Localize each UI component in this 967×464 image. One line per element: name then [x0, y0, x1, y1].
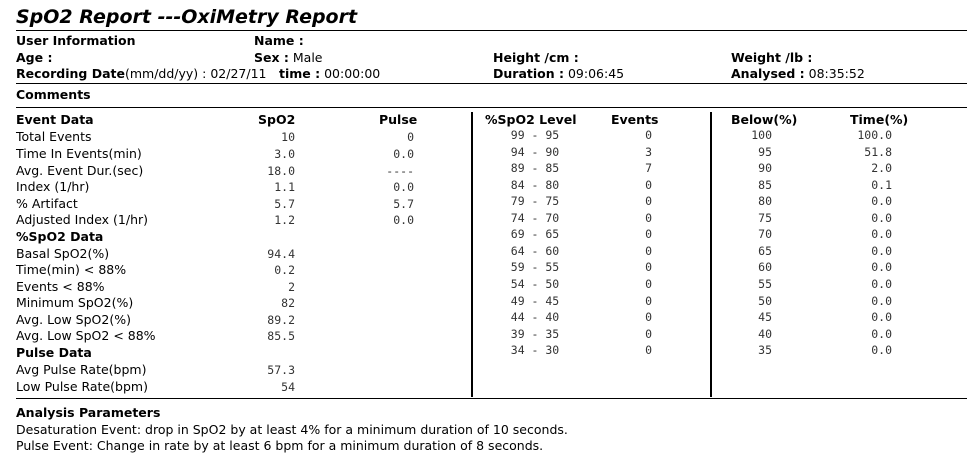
sex-value: Male — [292, 50, 323, 65]
below-cell: 95 — [758, 145, 772, 159]
time-percent-cell: 2.0 — [871, 161, 892, 175]
recording-date-label: Recording Date — [16, 66, 125, 81]
spo2-data-row-label: Basal SpO2(%) — [16, 246, 110, 261]
recording-date-format: (mm/dd/yy) : — [124, 66, 207, 81]
below-cell: 60 — [758, 260, 772, 274]
analysis-parameters-heading: Analysis Parameters — [16, 405, 161, 420]
desaturation-event-text: Desaturation Event: drop in SpO2 by at least 4% for a minimum duration of 10 seconds. — [16, 422, 568, 437]
spo2-data-row-value: 0.2 — [274, 263, 295, 277]
spo2-level-column-header: %SpO2 Level — [485, 112, 577, 127]
below-cell: 45 — [758, 310, 772, 324]
below-cell: 70 — [758, 227, 772, 241]
spo2-level-cell: 34 - 30 — [510, 343, 560, 357]
events-cell: 0 — [645, 211, 652, 225]
spo2-level-cell: 94 - 90 — [510, 145, 560, 159]
spo2-data-row-label: Avg. Low SpO2(%) — [16, 312, 131, 327]
spo2-data-row-label: Minimum SpO2(%) — [16, 295, 134, 310]
time-percent-cell: 51.8 — [864, 145, 892, 159]
name-label: Name : — [254, 33, 304, 48]
events-cell: 0 — [645, 310, 652, 324]
event-row-spo2: 18.0 — [267, 164, 295, 178]
below-cell: 55 — [758, 277, 772, 291]
event-row-spo2: 3.0 — [274, 147, 295, 161]
event-row-pulse: 0 — [407, 130, 414, 144]
event-row-label: Time In Events(min) — [16, 146, 142, 161]
time-percent-column-header: Time(%) — [850, 112, 909, 127]
pulse-data-row-value: 54 — [281, 380, 295, 394]
height-label: Height /cm : — [493, 50, 579, 65]
events-cell: 0 — [645, 260, 652, 274]
pulse-event-text: Pulse Event: Change in rate by at least 6 bpm for a minimum duration of 8 seconds. — [16, 438, 544, 453]
time-percent-cell: 0.0 — [871, 294, 892, 308]
spo2-column-header: SpO2 — [258, 112, 296, 127]
events-cell: 0 — [645, 194, 652, 208]
comments-rule — [16, 107, 967, 108]
below-cell: 80 — [758, 194, 772, 208]
sex-field — [254, 50, 323, 66]
spo2-data-row-label: Time(min) < 88% — [16, 262, 127, 277]
event-row-spo2: 10 — [281, 130, 295, 144]
weight-label: Weight /lb : — [731, 50, 813, 65]
time-value: 00:00:00 — [324, 66, 381, 81]
event-row-label: Index (1/hr) — [16, 179, 90, 194]
title-rule — [16, 30, 967, 31]
below-cell: 50 — [758, 294, 772, 308]
events-cell: 0 — [645, 178, 652, 192]
time-percent-cell: 0.0 — [871, 194, 892, 208]
time-field — [279, 66, 380, 82]
event-row-label: Total Events — [16, 129, 92, 144]
spo2-data-row-value: 2 — [288, 280, 295, 294]
analysed-label: Analysed : — [731, 66, 805, 81]
below-cell: 85 — [758, 178, 772, 192]
event-row-spo2: 1.1 — [274, 180, 295, 194]
spo2-level-cell: 59 - 55 — [510, 260, 560, 274]
event-data-heading: Event Data — [16, 112, 94, 127]
event-row-pulse: 0.0 — [393, 180, 414, 194]
time-percent-cell: 0.0 — [871, 277, 892, 291]
spo2-data-row-value: 82 — [281, 296, 295, 310]
duration-label: Duration : — [493, 66, 564, 81]
events-cell: 0 — [645, 277, 652, 291]
events-cell: 0 — [645, 227, 652, 241]
data-section-rule — [16, 398, 967, 399]
event-row-label: Adjusted Index (1/hr) — [16, 212, 149, 227]
time-percent-cell: 0.0 — [871, 260, 892, 274]
event-row-pulse: ---- — [386, 164, 414, 178]
spo2-level-cell: 79 - 75 — [510, 194, 560, 208]
comments-heading: Comments — [16, 87, 91, 102]
below-cell: 100 — [751, 128, 772, 142]
events-cell: 7 — [645, 161, 652, 175]
pulse-data-heading: Pulse Data — [16, 345, 92, 360]
pulse-data-row-label: Low Pulse Rate(bpm) — [16, 379, 148, 394]
below-cell: 65 — [758, 244, 772, 258]
events-cell: 0 — [645, 128, 652, 142]
event-row-spo2: 1.2 — [274, 213, 295, 227]
events-cell: 3 — [645, 145, 652, 159]
duration-value: 09:06:45 — [567, 66, 625, 81]
spo2-level-cell: 39 - 35 — [510, 327, 560, 341]
time-label: time : — [279, 66, 321, 81]
spo2-level-cell: 49 - 45 — [510, 294, 560, 308]
event-row-pulse: 5.7 — [393, 197, 414, 211]
time-percent-cell: 0.1 — [871, 178, 892, 192]
below-cell: 90 — [758, 161, 772, 175]
spo2-data-row-value: 85.5 — [267, 329, 295, 343]
column-divider-left — [471, 112, 473, 397]
age-label: Age : — [16, 50, 53, 65]
spo2-data-row-label: Avg. Low SpO2 < 88% — [16, 328, 156, 343]
user-info-rule — [16, 83, 967, 84]
events-cell: 0 — [645, 294, 652, 308]
time-percent-cell: 0.0 — [871, 211, 892, 225]
events-cell: 0 — [645, 327, 652, 341]
spo2-level-cell: 54 - 50 — [510, 277, 560, 291]
event-row-pulse: 0.0 — [393, 213, 414, 227]
spo2-data-heading: %SpO2 Data — [16, 229, 104, 244]
time-percent-cell: 0.0 — [871, 343, 892, 357]
event-row-label: % Artifact — [16, 196, 78, 211]
spo2-level-cell: 74 - 70 — [510, 211, 560, 225]
below-cell: 40 — [758, 327, 772, 341]
events-column-header: Events — [611, 112, 659, 127]
spo2-level-cell: 69 - 65 — [510, 227, 560, 241]
events-cell: 0 — [645, 343, 652, 357]
event-row-pulse: 0.0 — [393, 147, 414, 161]
time-percent-cell: 0.0 — [871, 327, 892, 341]
analysed-field — [731, 66, 865, 82]
event-row-spo2: 5.7 — [274, 197, 295, 211]
spo2-level-cell: 64 - 60 — [510, 244, 560, 258]
time-percent-cell: 100.0 — [857, 128, 892, 142]
report-title: SpO2 Report ---OxiMetry Report — [16, 6, 358, 28]
spo2-level-cell: 89 - 85 — [510, 161, 560, 175]
analysed-value: 08:35:52 — [808, 66, 865, 81]
pulse-data-row-label: Avg Pulse Rate(bpm) — [16, 362, 147, 377]
spo2-data-row-value: 94.4 — [267, 247, 295, 261]
spo2-level-cell: 99 - 95 — [510, 128, 560, 142]
pulse-data-row-value: 57.3 — [267, 363, 295, 377]
below-cell: 75 — [758, 211, 772, 225]
time-percent-cell: 0.0 — [871, 310, 892, 324]
spo2-level-cell: 44 - 40 — [510, 310, 560, 324]
spo2-data-row-value: 89.2 — [267, 313, 295, 327]
duration-field — [493, 66, 624, 82]
spo2-level-cell: 84 - 80 — [510, 178, 560, 192]
time-percent-cell: 0.0 — [871, 227, 892, 241]
sex-label: Sex : — [254, 50, 289, 65]
pulse-column-header: Pulse — [379, 112, 418, 127]
events-cell: 0 — [645, 244, 652, 258]
user-info-heading: User Information — [16, 33, 136, 48]
event-row-label: Avg. Event Dur.(sec) — [16, 163, 144, 178]
below-cell: 35 — [758, 343, 772, 357]
recording-date-value: 02/27/11 — [210, 66, 267, 81]
spo2-data-row-label: Events < 88% — [16, 279, 105, 294]
below-column-header: Below(%) — [731, 112, 798, 127]
recording-date-field — [16, 66, 266, 82]
time-percent-cell: 0.0 — [871, 244, 892, 258]
